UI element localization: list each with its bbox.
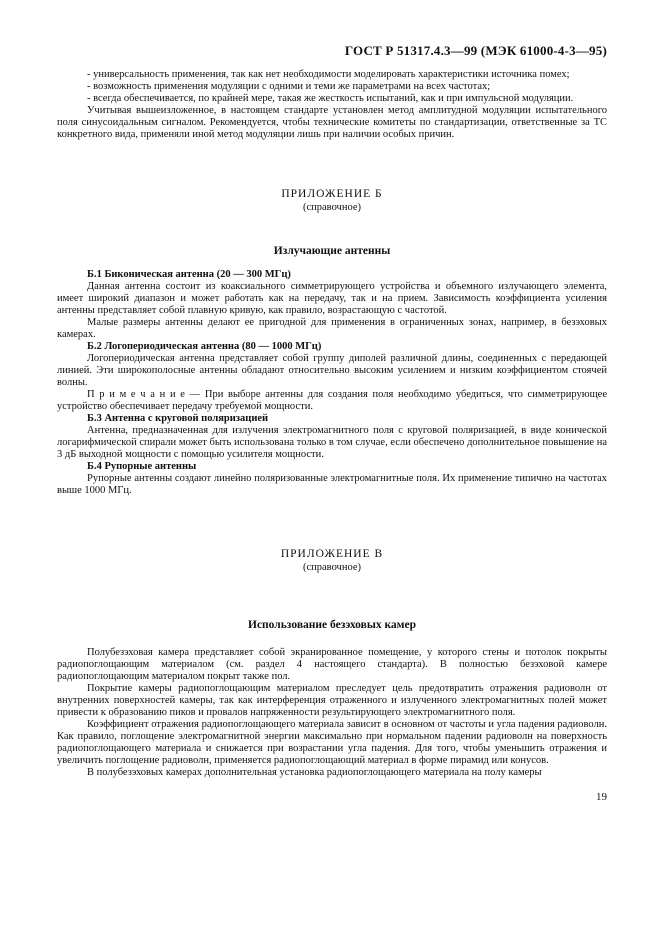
appendix-b-label: ПРИЛОЖЕНИЕ Б [281,188,383,200]
section-b1-paragraph-2: Малые размеры антенны делают ее пригодной для применения в ограниченных зонах, например, в безэховых камерах. [57,317,607,340]
section-b2-note: П р и м е ч а н и е — При выборе антенны для создания поля необходимо убедиться, что симметрирующее устройство обеспечивает передачу требуемой мощности. [57,389,607,412]
appendix-v-title: Использование безэховых камер [248,619,416,631]
intro-bullet-2: - возможность применения модуляции с одними и теми же параметрами на всех частотах; [87,81,491,92]
page-number: 19 [596,791,607,803]
appendix-b-title: Излучающие антенны [273,245,391,257]
section-b3-paragraph-1: Антенна, предназначенная для излучения электромагнитного поля с круговой поляризацией, в виде конической логарифмической спирали может быть использована только в том случае, если обеспечено дополнительное повышение на 3 дБ выходной мощности с помощью усилителя мощности. [57,425,607,460]
intro-bullet-1: - универсальность применения, так как нет необходимости моделировать характеристики источника помех; [87,69,570,80]
section-b2-paragraph-1: Логопериодическая антенна представляет собой группу диполей различной длины, соединенных с передающей линией. Эти широкополосные антенны обладают относительно высоким усилением и низким коэффициентом стоячей волны. [57,353,607,388]
document-header: ГОСТ Р 51317.4.3—99 (МЭК 61000-4-3—95) [344,43,607,58]
appendix-v-paragraph-2: Покрытие камеры радиопоглощающим материалом преследует цель предотвратить отражения радиоволн от внутренних поверхностей камеры, так как интерференция отраженного и излученного электромагнитных полей может привести к образованию пиков и провалов напряженности результирующего электромагнитного поля. [57,683,607,718]
intro-bullet-3: - всегда обеспечивается, по крайней мере, такая же жесткость испытаний, как и при импульсной модуляции. [87,93,574,104]
section-b4-heading: Б.4 Рупорные антенны [87,461,197,472]
intro-paragraph: Учитывая вышеизложенное, в настоящем стандарте установлен метод амплитудной модуляции испытательного поля синусоидальным сигналом. Рекомендуется, чтобы технические комитеты по стандартизации, ответственные за ТС конкретного вида, применяли иной метод модуляции лишь при наличии особых причин. [57,105,607,140]
appendix-b-type: (справочное) [303,202,361,213]
section-b3-heading: Б.3 Антенна с круговой поляризацией [87,413,269,424]
appendix-v-label: ПРИЛОЖЕНИЕ В [280,548,384,560]
section-b4-paragraph-1: Рупорные антенны создают линейно поляризованные электромагнитные поля. Их применение типично на частотах выше 1000 МГц. [57,473,607,496]
section-b1-heading: Б.1 Биконическая антенна (20 — 300 МГц) [87,269,291,280]
appendix-v-paragraph-3: Коэффициент отражения радиопоглощающего материала зависит в основном от частоты и угла падения радиоволн. Как правило, поглощение электромагнитной энергии максимально при нормальном падении радиоволн на поверхность радиопоглощающего материала и снижается при возрастании угла падения. Для того, чтобы уменьшить отражения и увеличить поглощение радиоволн, применяется радиопоглощающий материал в форме пирамид или конусов. [57,719,607,766]
appendix-v-type: (справочное) [303,562,361,573]
section-b2-heading: Б.2 Логопериодическая антенна (80 — 1000 МГц) [87,341,322,352]
appendix-v-paragraph-1: Полубезэховая камера представляет собой экранированное помещение, у которого стены и потолок покрыты радиопоглощающим материалом (см. раздел 4 настоящего стандарта). В полностью безэховой камере радиопоглощающим материалом покрыт также пол. [57,647,607,682]
appendix-v-paragraph-4: В полубезэховых камерах дополнительная установка радиопоглощающего материала на полу камеры [87,767,542,778]
section-b1-paragraph-1: Данная антенна состоит из коаксиального симметрирующего устройства и объемного излучающего элемента, имеет широкий диапазон и может работать как на передачу, так и на прием. Зависимость коэффициента усиления антенны представляет собой плавную кривую, как правило, возрастающую с частотой. [57,281,607,316]
